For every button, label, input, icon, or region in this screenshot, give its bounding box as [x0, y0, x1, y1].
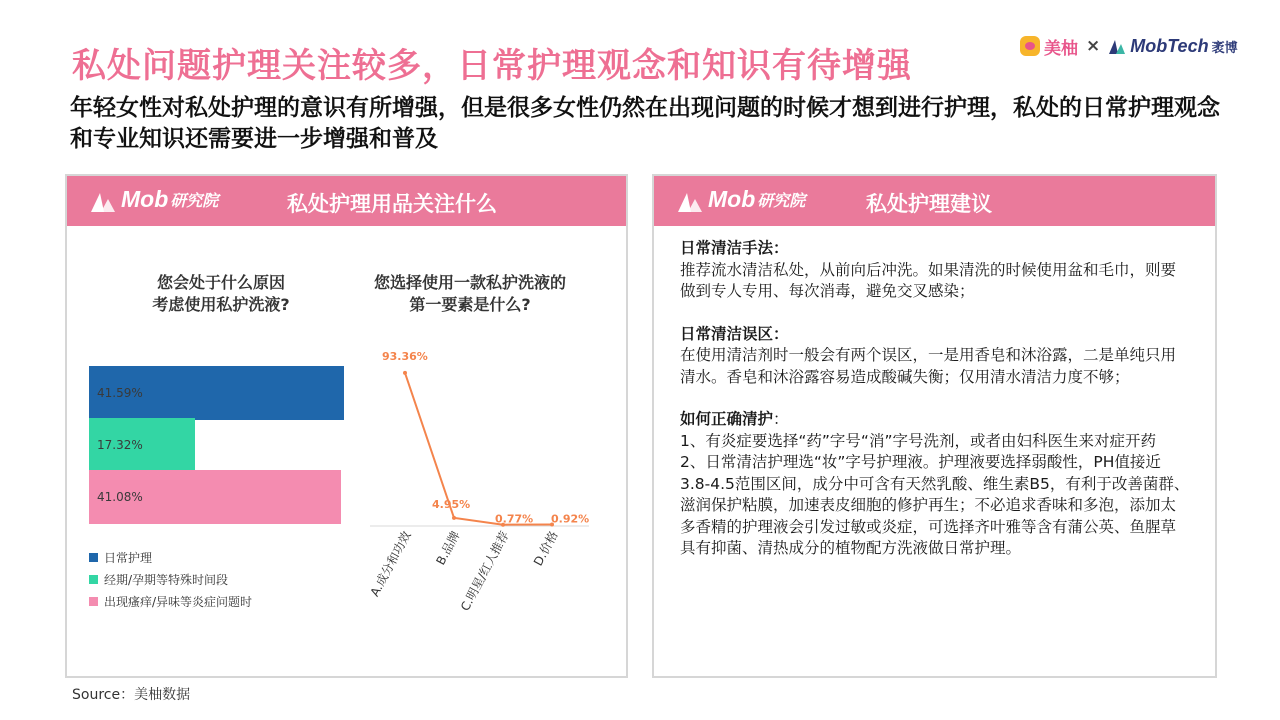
bar-value-label: 17.32% — [97, 438, 143, 452]
line-category-label: B.品牌 — [433, 528, 463, 568]
source-note: Source：美柚数据 — [72, 687, 191, 703]
meiyou-brand-name: 美柚 — [1044, 38, 1078, 59]
left-panel — [65, 174, 628, 678]
advice-correct-care-heading — [680, 409, 1190, 431]
legend-label: 经期/孕期等特殊时间段 — [104, 573, 229, 587]
bar-chart-question: 您会处于什么原因 考虑使用私护洗液? — [152, 273, 290, 314]
left-panel-title: 私处护理用品关注什么 — [287, 192, 497, 216]
line-chart — [67, 176, 630, 680]
bar-value-label: 41.59% — [97, 386, 143, 400]
advice-cleaning-method-body: 推荐流水清洁私处，从前向后冲洗。如果清洗的时候使用盆和毛巾，则要做到专人专用、每次消毒，避免交叉感染； — [680, 260, 1177, 300]
page-subtitle: 年轻女性对私处护理的意识有所增强，但是很多女性仍然在出现问题的时候才想到进行护理，私处的日常护理观念和专业知识还需要进一步增强和普及 — [70, 95, 1220, 152]
advice-correct-care-title: 如何正确清护 — [680, 410, 774, 428]
legend-label: 日常护理 — [104, 551, 153, 565]
line-point — [452, 516, 456, 520]
mob-logo-cn: 研究院 — [757, 191, 806, 210]
page-title: 私处问题护理关注较多，日常护理观念和知识有待增强 — [72, 46, 912, 86]
line-category-label: A.成分和功效 — [367, 528, 414, 599]
mob-logo-cn: 研究院 — [170, 191, 219, 210]
mobtech-brand-name: MobTech — [1130, 35, 1209, 56]
meiyou-logo-icon — [1020, 36, 1040, 56]
right-panel-header — [654, 176, 1215, 226]
line-data-label: 4.95% — [432, 497, 471, 511]
line-point — [403, 371, 407, 375]
brand-separator: × — [1086, 36, 1101, 56]
advice-correct-care-item-2: 2、日常清洁护理选“妆”字号护理液。护理液要选择弱酸性，PH值接近3.8-4.5范围区间，成分中可含有天然乳酸、维生素B5，有利于改善菌群、滋润保护粘膜，加速表皮细胞的修护再生；不必追求香味和多泡，添加太多香精的护理液会引发过敏或炎症，可选择齐叶雅等含有蒲公英、鱼腥草具有抑菌、清热成分的植物配方洗液做日常护理。 — [680, 453, 1190, 557]
mob-logo-icon — [676, 187, 706, 213]
line-category-label: D.价格 — [530, 528, 561, 569]
legend-label: 出现瘙痒/异味等炎症问题时 — [104, 595, 253, 609]
right-panel — [652, 174, 1217, 678]
brand-logos — [1020, 34, 1238, 58]
line-chart-question: 您选择使用一款私护洗液的 第一要素是什么? — [373, 273, 566, 314]
mobtech-brand-cn: 袤博 — [1211, 40, 1238, 56]
advice-cleaning-mistakes-title: 日常清洁误区： — [680, 324, 789, 343]
advice-cleaning-mistakes-body: 在使用清洁剂时一般会有两个误区，一是用香皂和沐浴露，二是单纯只用清水。香皂和沐浴露容易造成酸碱失衡；仅用清水清洁力度不够； — [680, 346, 1177, 386]
line-data-label: 0.77% — [495, 512, 534, 526]
mobtech-logo-icon — [1108, 37, 1126, 55]
line-series — [405, 373, 552, 525]
advice-correct-care-item-1: 1、有炎症要选择“药”字号“消”字号洗剂，或者由妇科医生来对症开药 — [680, 431, 1156, 450]
line-data-label: 0.92% — [551, 512, 590, 526]
mob-research-logo — [676, 186, 805, 213]
advice-cleaning-method-title: 日常清洁手法： — [680, 239, 789, 257]
line-category-label: C.明星/红人推荐 — [457, 528, 512, 614]
mob-logo-text: Mob — [708, 186, 756, 212]
bar-value-label: 41.08% — [97, 490, 143, 504]
advice-correct-care-colon: ： — [773, 410, 789, 428]
mob-logo-text: Mob — [121, 186, 169, 212]
line-data-label: 93.36% — [382, 349, 428, 363]
right-panel-title: 私处护理建议 — [866, 192, 992, 216]
care-advice — [680, 238, 1190, 560]
